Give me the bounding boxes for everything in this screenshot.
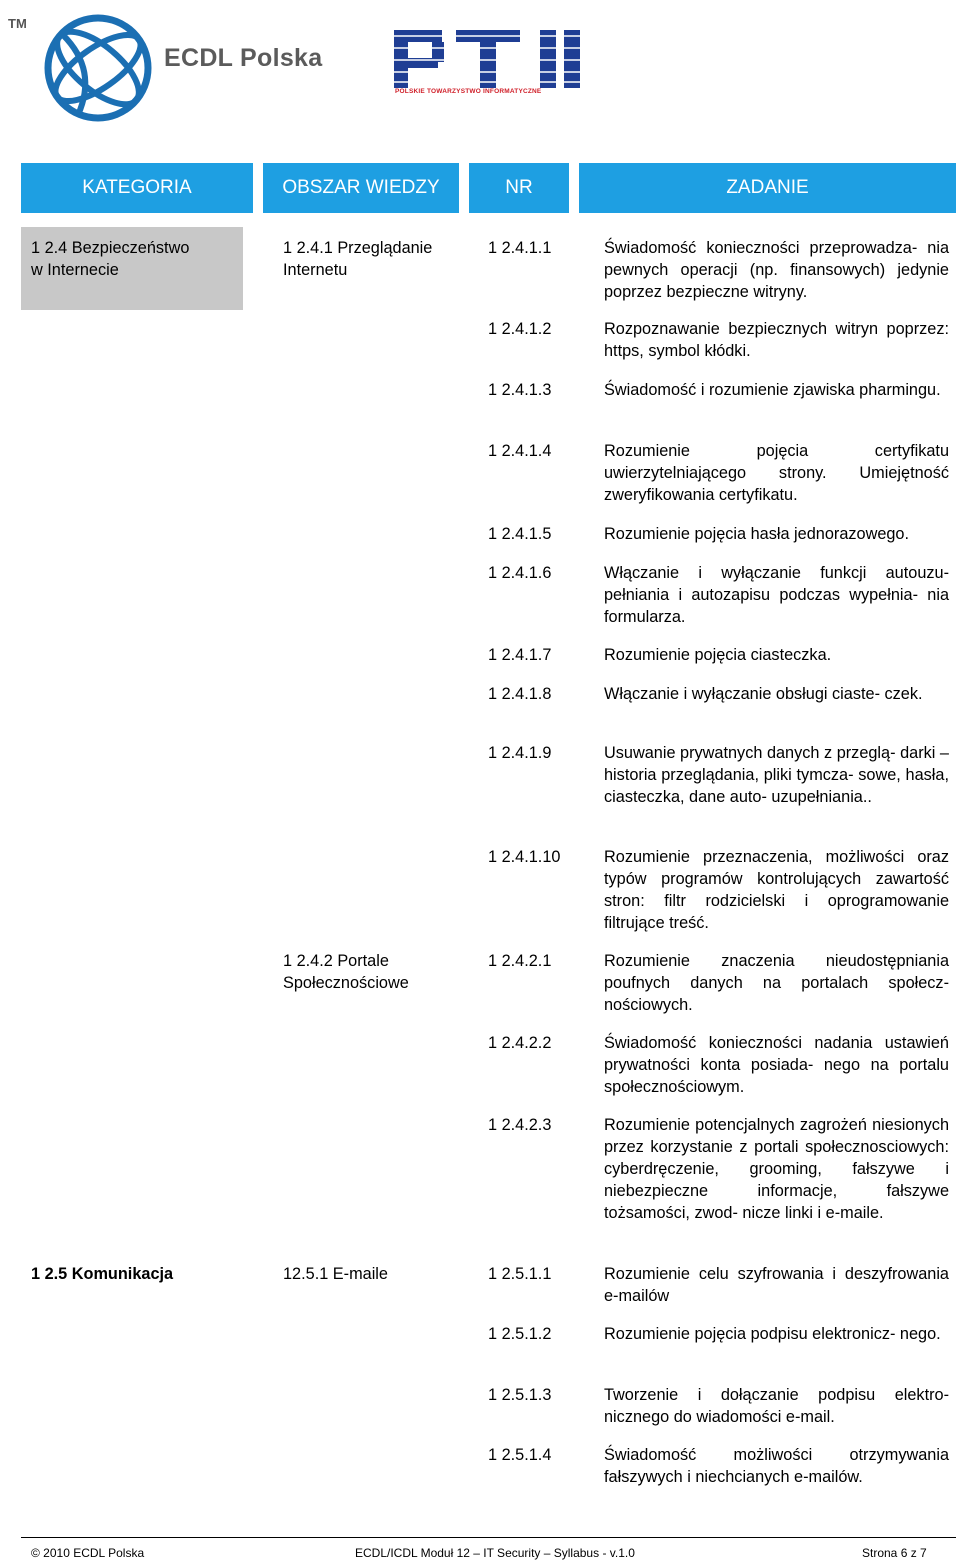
row-number: 1 2.5.1.1 [488,1265,552,1283]
row-number: 1 2.4.1.2 [488,320,552,338]
header-nr: NR [469,163,569,213]
row-task: Rozumienie potencjalnych zagrożeń niesionych przez korzystanie z portali społecznosciowych: cyberdręczenie, grooming, fałszywe i niebezpieczne informacje, fałszywe tożsamości, zwod- nicze linki i e-maile. [604,1116,949,1222]
header-obszar: OBSZAR WIEDZY [263,163,459,213]
row-number: 1 2.4.1.9 [488,744,552,762]
row-task: Świadomość konieczności przeprowadza- nia pewnych operacji (np. finansowych) jedynie poprzez bezpieczne witryny. [604,239,949,301]
row-task: Rozumienie pojęcia certyfikatu uwierzytelniającego strony. Umiejętność zweryfikowania certyfikatu. [604,442,949,504]
row-task: Rozumienie pojęcia hasła jednorazowego. [604,525,910,543]
row-number: 1 2.4.2.2 [488,1034,552,1052]
row-task: Usuwanie prywatnych danych z przeglą- darki – historia przeglądania, pliki tymcza- sowe, hasła, ciasteczka, dane auto- uzupełniania.. [604,744,949,806]
row-number: 1 2.4.1.6 [488,564,552,582]
row-task: Rozpoznawanie bezpiecznych witryn poprzez: https, symbol kłódki. [604,320,949,360]
logo-area [0,0,960,150]
row-number: 1 2.4.1.1 [488,239,552,257]
row-task: Rozumienie celu szyfrowania i deszyfrowania e-mailów [604,1265,949,1305]
row-task: Świadomość możliwości otrzymywania fałszywych i niechcianych e-mailów. [604,1446,949,1486]
row-task: Świadomość konieczności nadania ustawień prywatności konta posiada- nego na portalu społecznościowym. [604,1034,949,1096]
row-task: Świadomość i rozumienie zjawiska pharmingu. [604,381,941,399]
pti-subtitle: POLSKIE TOWARZYSTWO INFORMATYCZNE [395,88,542,95]
area-przegladanie: 1 2.4.1 Przeglądanie Internetu [283,239,433,279]
category-bezpieczenstwo: 1 2.4 Bezpieczeństwo w Internecie [31,239,190,279]
pti-logo [390,28,590,108]
row-number: 1 2.4.2.1 [488,952,552,970]
ecdl-logo-text: ECDL Polska [164,44,323,72]
row-number: 1 2.5.1.3 [488,1386,552,1404]
area-portale: 1 2.4.2 Portale Społecznościowe [283,952,409,992]
row-task: Rozumienie znaczenia nieudostępniania poufnych danych na portalach społecz- nościowych. [604,952,949,1014]
row-task: Rozumienie pojęcia podpisu elektronicz- nego. [604,1325,941,1343]
footer-copyright: © 2010 ECDL Polska [31,1546,145,1560]
row-number: 1 2.5.1.2 [488,1325,552,1343]
row-number: 1 2.4.1.4 [488,442,552,460]
row-number: 1 2.4.1.7 [488,646,552,664]
header-kategoria: KATEGORIA [21,163,253,213]
row-number: 1 2.4.1.8 [488,685,552,703]
row-task: Włączanie i wyłączanie funkcji autouzu- pełniania i autozapisu podczas wypełnia- nia formularza. [604,564,949,626]
row-task: Włączanie i wyłączanie obsługi ciaste- czek. [604,685,923,703]
row-number: 1 2.4.1.3 [488,381,552,399]
area-emaile: 12.5.1 E-maile [283,1265,388,1283]
row-task: Rozumienie pojęcia ciasteczka. [604,646,832,664]
row-number: 1 2.4.1.10 [488,848,561,866]
category-komunikacja: 1 2.5 Komunikacja [31,1265,174,1283]
row-number: 1 2.4.1.5 [488,525,552,543]
header-zadanie: ZADANIE [579,163,956,213]
footer-title: ECDL/ICDL Moduł 12 – IT Security – Syllabus - v.1.0 [355,1546,635,1560]
row-task: Rozumienie przeznaczenia, możliwości oraz typów programów kontrolujących zawartość stron: filtr rodzicielski i oprogramowanie filtrujące treść. [604,848,949,932]
footer-page-number: Strona 6 z 7 [862,1546,927,1560]
ecdl-trademark: TM [8,16,27,31]
row-task: Tworzenie i dołączanie podpisu elektro- nicznego do wiadomości e-mail. [604,1386,949,1426]
row-number: 1 2.5.1.4 [488,1446,552,1464]
row-number: 1 2.4.2.3 [488,1116,552,1134]
footer-divider [21,1537,956,1538]
